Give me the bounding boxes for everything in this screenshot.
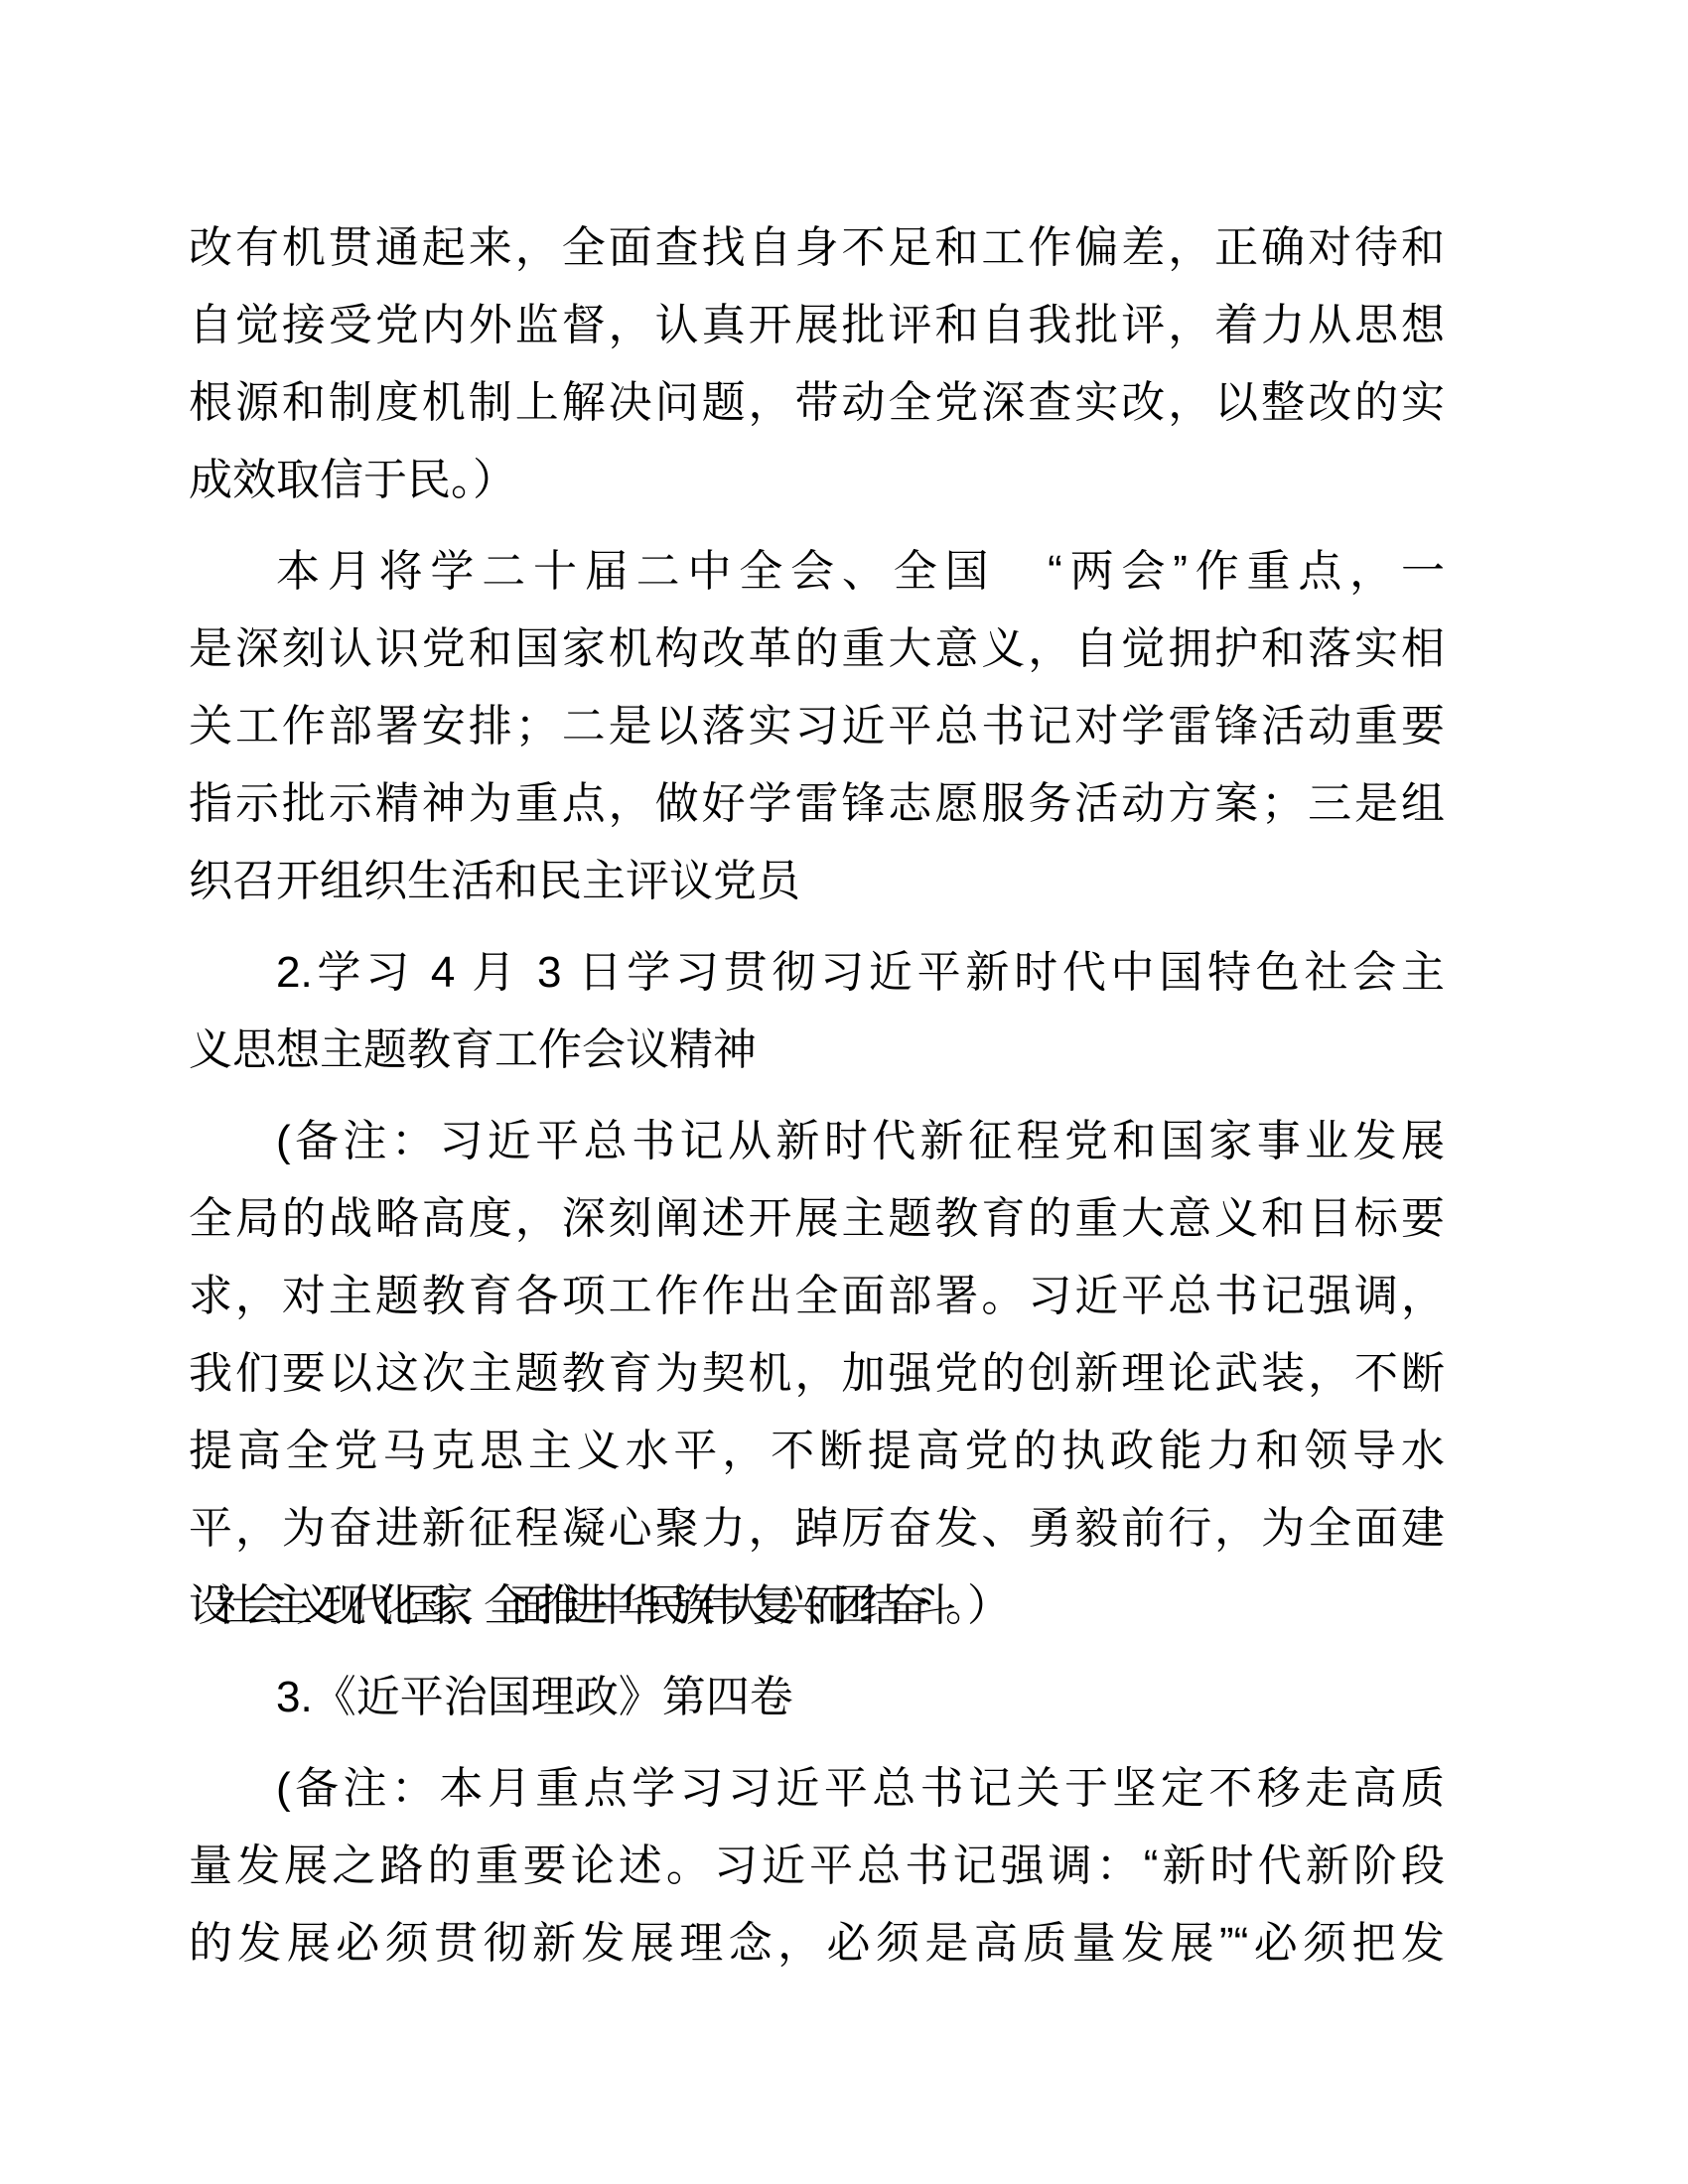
text-line: 的发展必须贯彻新发展理念，必须是高质量发展”“必须把发: [189, 1919, 1445, 1968]
text-line: 改有机贯通起来，全面查找自身不足和工作偏差，正确对待和: [189, 223, 1445, 272]
text-line: 2.学习 4 月 3 日学习贯彻习近平新时代中国特色社会主: [276, 948, 1445, 997]
text-line: 是深刻认识党和国家机构改革的重大意义，自觉拥护和落实相: [189, 624, 1445, 673]
text-line: 自觉接受党内外监督，认真开展批评和自我批评，着力从思想: [189, 301, 1445, 349]
text-line: 提高全党马克思主义水平，不断提高党的执政能力和领导水: [189, 1427, 1445, 1475]
line-tail: 。）: [945, 1581, 1011, 1630]
text-line: 我们要以这次主题教育为契机，加强党的创新理论武装，不断: [189, 1349, 1445, 1398]
text-line: (备注：习近平总书记从新时代新征程党和国家事业发展: [276, 1117, 1445, 1165]
text-line: 求，对主题教育各项工作作出全面部署。习近平总书记强调，: [189, 1272, 1445, 1320]
text-line: 量发展之路的重要论述。习近平总书记强调：“新时代新阶段: [189, 1842, 1445, 1890]
text-line: 成效取信于民。）: [189, 456, 516, 504]
text-line: 指示批示精神为重点，做好学雷锋志愿服务活动方案；三是组: [189, 779, 1445, 828]
paragraph: [189, 934, 1445, 1089]
paragraph: [189, 1659, 1445, 1736]
text-line: 义思想主题教育工作会议精神: [189, 1025, 757, 1074]
squeezed-text: 设社会主义现代化国家、全面推进中华民族伟大复兴而团结奋斗: [189, 1581, 939, 1630]
text-line: 织召开组织生活和民主评议党员: [189, 857, 800, 905]
overlapped-text-line: [189, 1568, 1445, 1645]
text-line: 全局的战略高度，深刻阐述开展主题教育的重大意义和目标要: [189, 1194, 1445, 1243]
paragraph: [189, 209, 1445, 519]
text-line: (备注：本月重点学习习近平总书记关于坚定不移走高质: [276, 1764, 1445, 1813]
paragraph: [189, 533, 1445, 920]
text-line: 本月将学二十届二中全会、全国 “两会”作重点，一: [276, 547, 1445, 596]
paragraph: [189, 1103, 1445, 1645]
text-line: 平，为奋进新征程凝心聚力，踔厉奋发、勇毅前行，为全面建: [189, 1504, 1445, 1553]
text-line: 根源和制度机制上解决问题，带动全党深查实改，以整改的实: [189, 378, 1445, 427]
text-line: 3.《近平治国理政》第四卷: [276, 1673, 793, 1721]
paragraph: [189, 1750, 1445, 1982]
text-line: 关工作部署安排；二是以落实习近平总书记对学雷锋活动重要: [189, 702, 1445, 751]
document-body: [189, 209, 1445, 1996]
